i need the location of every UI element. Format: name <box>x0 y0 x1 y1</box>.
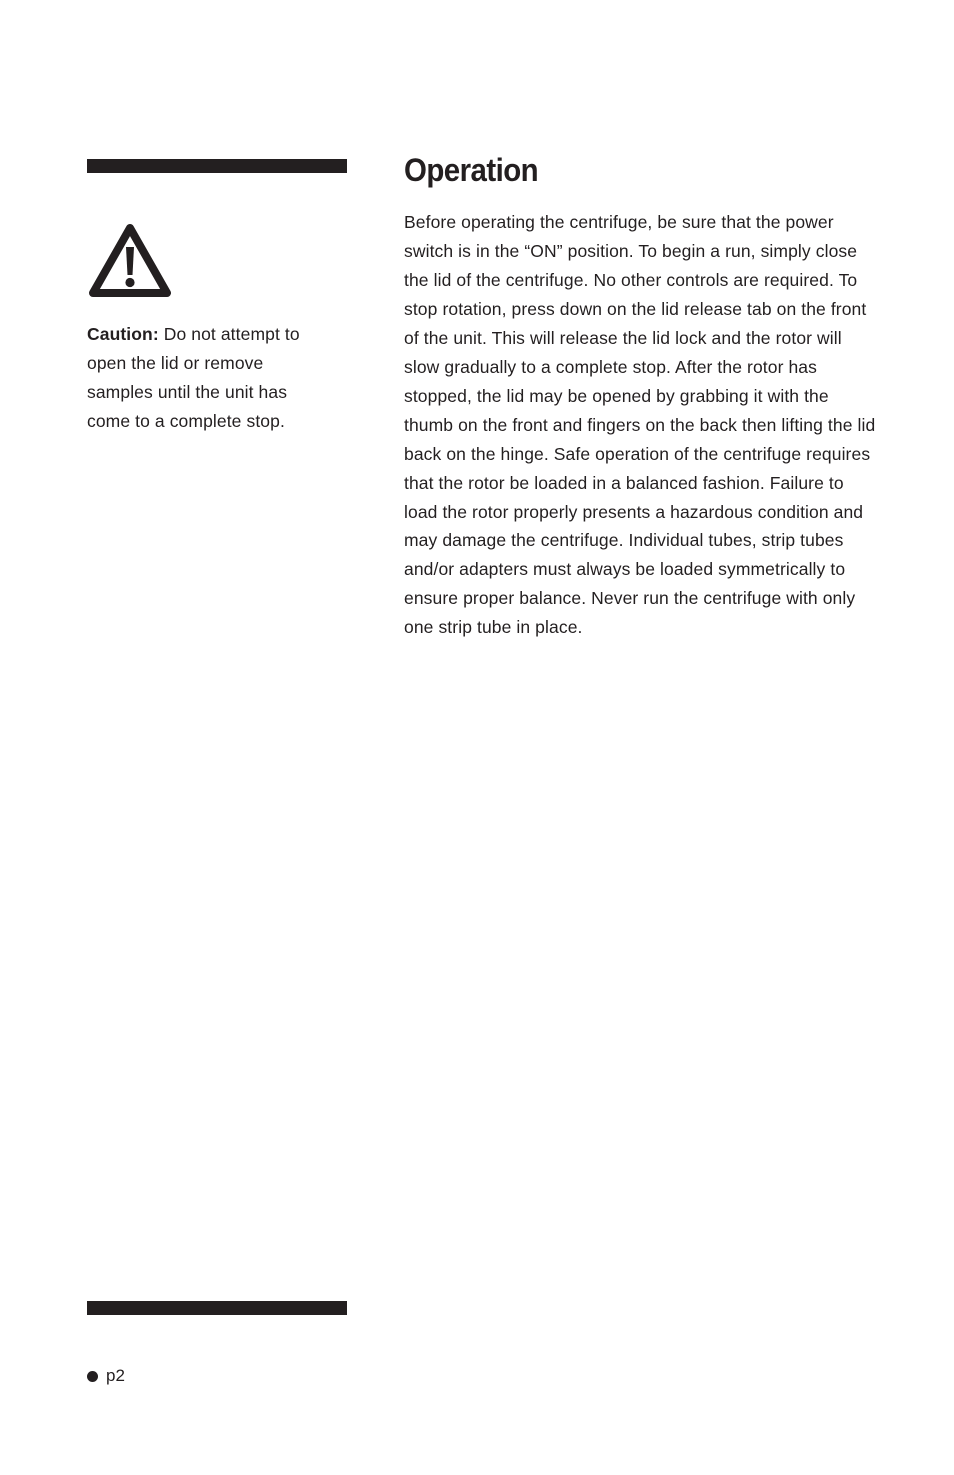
operation-body-text: Before operating the centrifuge, be sure that the power switch is in the “ON” position. To begin a run, simply close the lid of the centrifuge. No other controls are required. To stop rotation, press down on the lid release tab on the front of the unit. This will release the lid lock and the rotor will slow gradually to a complete stop. After the rotor has stopped, the lid may be opened by grabbing it with the thumb on the front and fingers on the back then lifting the lid back on the hinge. Safe operation of the centrifuge requires that the rotor be loaded in a balanced fashion. Failure to load the rotor properly presents a hazardous condition and may damage the centrifuge. Individual tubes, strip tubes and/or adapters must always be loaded symmetrically to ensure proper balance. Never run the centrifuge with only one strip tube in place. <box>404 212 876 638</box>
caution-note <box>87 320 327 436</box>
bullet-icon <box>87 1371 98 1382</box>
caution-text: Do not attempt to open the lid or remove samples until the unit has come to a complete stop. <box>87 324 300 431</box>
warning-triangle-icon <box>86 220 174 299</box>
section-heading: Operation <box>404 152 539 188</box>
bottom-rule <box>87 1301 347 1315</box>
page-footer <box>87 1366 125 1386</box>
page-number: p2 <box>106 1366 125 1385</box>
caution-label: Caution: <box>87 324 159 344</box>
top-rule <box>87 159 347 173</box>
